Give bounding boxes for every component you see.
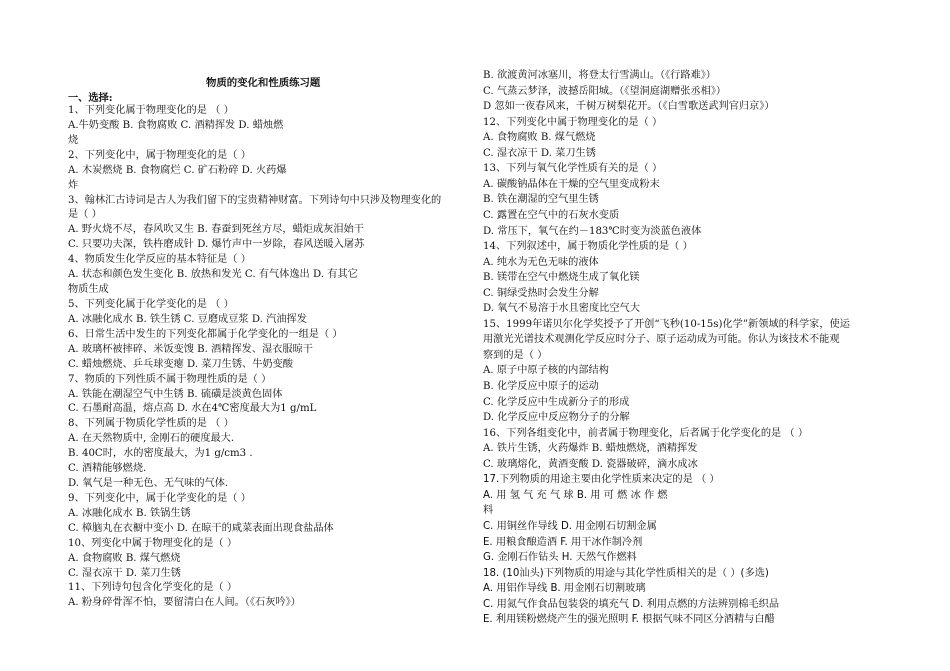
right-text-line: C. 用铜丝作导线 D. 用金刚石切割金属 [483, 521, 657, 532]
left-text-line: 3、翰林汇古诗词是古人为我们留下的宝贵精神财富。下列诗句中只涉及物理变化的 [68, 194, 442, 206]
right-text-line: 17.下列物质的用途主要由化学性质来决定的是 （ ） [483, 474, 720, 486]
left-text-line: 炸 [68, 179, 79, 191]
right-text-line: D. 化学反应中反应物分子的分解 [483, 412, 630, 424]
right-text-line: C. 玻璃熔化，黄酒变酸 D. 瓷器破碎，滴水成冰 [483, 458, 698, 470]
left-text-line: A. 状态和颜色发生变化 B. 放热和发光 C. 有气体逸出 D. 有其它 [68, 269, 358, 281]
left-text-line: A. 野火烧不尽，春风吹又生 B. 春蚕到死丝方尽，蜡炬成灰泪始干 [68, 224, 364, 236]
left-text-line: 烧 [68, 134, 79, 146]
left-text-line: 11、下列诗句包含化学变化的是（ ） [68, 582, 238, 594]
right-text-line: 察到的是（ ） [483, 349, 548, 361]
right-text-line: 15、1999年诺贝尔化学奖授予了开创“飞秒(10-15s)化学”新领域的科学家，使运 [483, 318, 850, 330]
left-text-line: B. 40C时，水的密度最大，为1 g/cm3 . [68, 448, 253, 460]
right-text-line: A. 碳酸钠晶体在干燥的空气里变成粉末 [483, 178, 660, 190]
right-text-line: D. 常压下，氧气在约－183℃时变为淡蓝色液体 [483, 225, 702, 237]
left-text-line: A. 玻璃杯被摔碎、米饭变馊 B. 酒精挥发、湿衣服晾干 [68, 343, 313, 355]
right-text-line: G. 金刚石作钻头 H. 天然气作燃料 [483, 552, 637, 563]
left-text-line: A. 铁能在潮湿空气中生锈 B. 硫磺是淡黄色固体 [68, 388, 283, 400]
left-text-line: C. 酒精能够燃烧. [68, 463, 147, 475]
right-text-line: B. 欲渡黄河冰塞川，将登太行雪满山。（《行路难》） [483, 70, 716, 81]
left-text-line: A.牛奶变酸 B. 食物腐败 C. 酒精挥发 D. 蜡烛燃 [68, 119, 284, 131]
right-text-line: 16、下列各组变化中，前者属于物理变化，后者属于化学变化的是 （ ） [483, 427, 809, 439]
left-text-line: A. 食物腐败 B. 煤气燃烧 [68, 552, 181, 564]
right-text-line: 12、下列变化中属于物理变化的是（ ） [483, 116, 663, 128]
left-text-line: 10、列变化中属于物理变化的是（ ） [68, 537, 238, 549]
left-text-line: 1、下列变化属于物理变化的是 （ ） [68, 105, 234, 116]
right-text-line: B. 铁在潮湿的空气里生锈 [483, 194, 599, 206]
right-text-line: B. 化学反应中原子的运动 [483, 381, 599, 392]
left-text-line: C. 蜡烛燃烧、乒乓球变瘪 D. 菜刀生锈、牛奶变酸 [68, 358, 293, 370]
right-text-line: C. 露置在空气中的石灰水变质 [483, 210, 620, 221]
right-text-line: D. 氧气不易溶于水且密度比空气大 [483, 303, 640, 315]
right-text-line: 14、下列叙述中，属于物质化学性质的是（ ） [483, 241, 693, 253]
right-text-line: C. 化学反应中生成新分子的形成 [483, 396, 630, 408]
right-text-line: A. 铁片生锈，火药爆炸 B. 蜡烛燃烧，酒精挥发 [483, 443, 698, 455]
right-text-line: 13、下列与氧气化学性质有关的是（ ） [483, 163, 663, 175]
section-heading: 一、选择: [68, 92, 113, 104]
left-text-line: C. 樟脑丸在衣橱中变小 D. 在晾干的咸菜表面出现食盐晶体 [68, 522, 334, 534]
left-text-line: C. 石墨耐高温，熔点高 D. 水在4℃密度最大为1 g/mL [68, 403, 317, 415]
right-text-line: D 忽如一夜春风来，千树万树梨花开。（《白雪歌送武判官归京》） [483, 101, 775, 113]
right-text-line: A. 用 氢 气 充 气 球 B. 用 可 燃 冰 作 燃 [483, 489, 668, 501]
left-text-line: 是（ ） [68, 209, 102, 221]
left-text-line: A. 木炭燃烧 B. 食物腐烂 C. 矿石粉碎 D. 火药爆 [68, 164, 287, 176]
left-text-line: 4、物质发生化学反应的基本特征是（ ） [68, 254, 251, 266]
right-text-line: C. 用氮气作食品包装袋的填充气 D. 利用点燃的方法辨别棉毛织品 [483, 598, 780, 610]
right-text-line: C. 湿衣凉干 D. 菜刀生锈 [483, 147, 596, 159]
left-text-line: 5、下列变化属于化学变化的是 （ ） [68, 299, 234, 310]
left-text-line: A. 冰融化成水 B. 铁生锈 C. 豆磨成豆浆 D. 汽油挥发 [68, 313, 307, 325]
right-text-line: A. 食物腐败 B. 煤气燃烧 [483, 132, 596, 144]
left-text-line: A. 在天然物质中, 金刚石的硬度最大. [68, 433, 235, 445]
left-text-line: A. 粉身碎骨浑不怕，要留清白在人间。（《石灰吟》） [68, 597, 301, 609]
right-text-line: B. 镁带在空气中燃烧生成了氧化镁 [483, 272, 640, 284]
right-text-line: C. 铜绿受热时会发生分解 [483, 287, 599, 299]
right-text-line: 用激光光谱技术观测化学反应时分子、原子运动成为可能。你认为该技术不能观 [483, 334, 840, 346]
page-title: 物质的变化和性质练习题 [206, 77, 321, 89]
left-text-line: C. 湿衣凉干 D. 菜刀生锈 [68, 567, 181, 579]
left-text-line: 6、日常生活中发生的下列变化都属于化学变化的一组是（ ） [68, 328, 343, 340]
left-text-line: A. 冰融化成水 B. 铁锅生锈 [68, 507, 191, 519]
right-text-line: E. 用粮食酿造酒 F. 用干冰作制冷剂 [483, 536, 643, 548]
left-text-line: 7、物质的下列性质不属于物理性质的是（ ） [68, 373, 272, 385]
right-text-line: 18. (10汕头)下列物质的用途与其化学性质相关的是（ ）(多选) [483, 567, 769, 579]
left-text-line: C. 只要功夫深，铁杵磨成针 D. 爆竹声中一岁除，春风送暖入屠苏 [68, 239, 365, 251]
right-text-line: C. 气蒸云梦泽，波撼岳阳城。（《望洞庭湖赠张丞相》） [483, 85, 727, 97]
left-text-line: 物质生成 [68, 284, 109, 295]
right-text-line: A. 原子中原子核的内部结构 [483, 365, 609, 377]
right-text-line: A. 纯水为无色无味的液体 [483, 256, 599, 268]
left-text-line: 2、下列变化中，属于物理变化的是（ ） [68, 149, 251, 161]
right-text-line: 料 [483, 505, 494, 517]
left-text-line: 8、下列属于物质化学性质的是 （ ） [68, 418, 234, 430]
right-text-line: E. 利用镁粉燃烧产生的强光照明 F. 根据气味不同区分酒精与白醋 [483, 614, 775, 626]
left-text-line: 9、下列变化中，属于化学变化的是（ ） [68, 492, 251, 504]
left-text-line: D. 氧气是一种无色、无气味的气体. [68, 478, 229, 489]
right-text-line: A. 用铝作导线 B. 用金刚石切割玻璃 [483, 583, 646, 595]
